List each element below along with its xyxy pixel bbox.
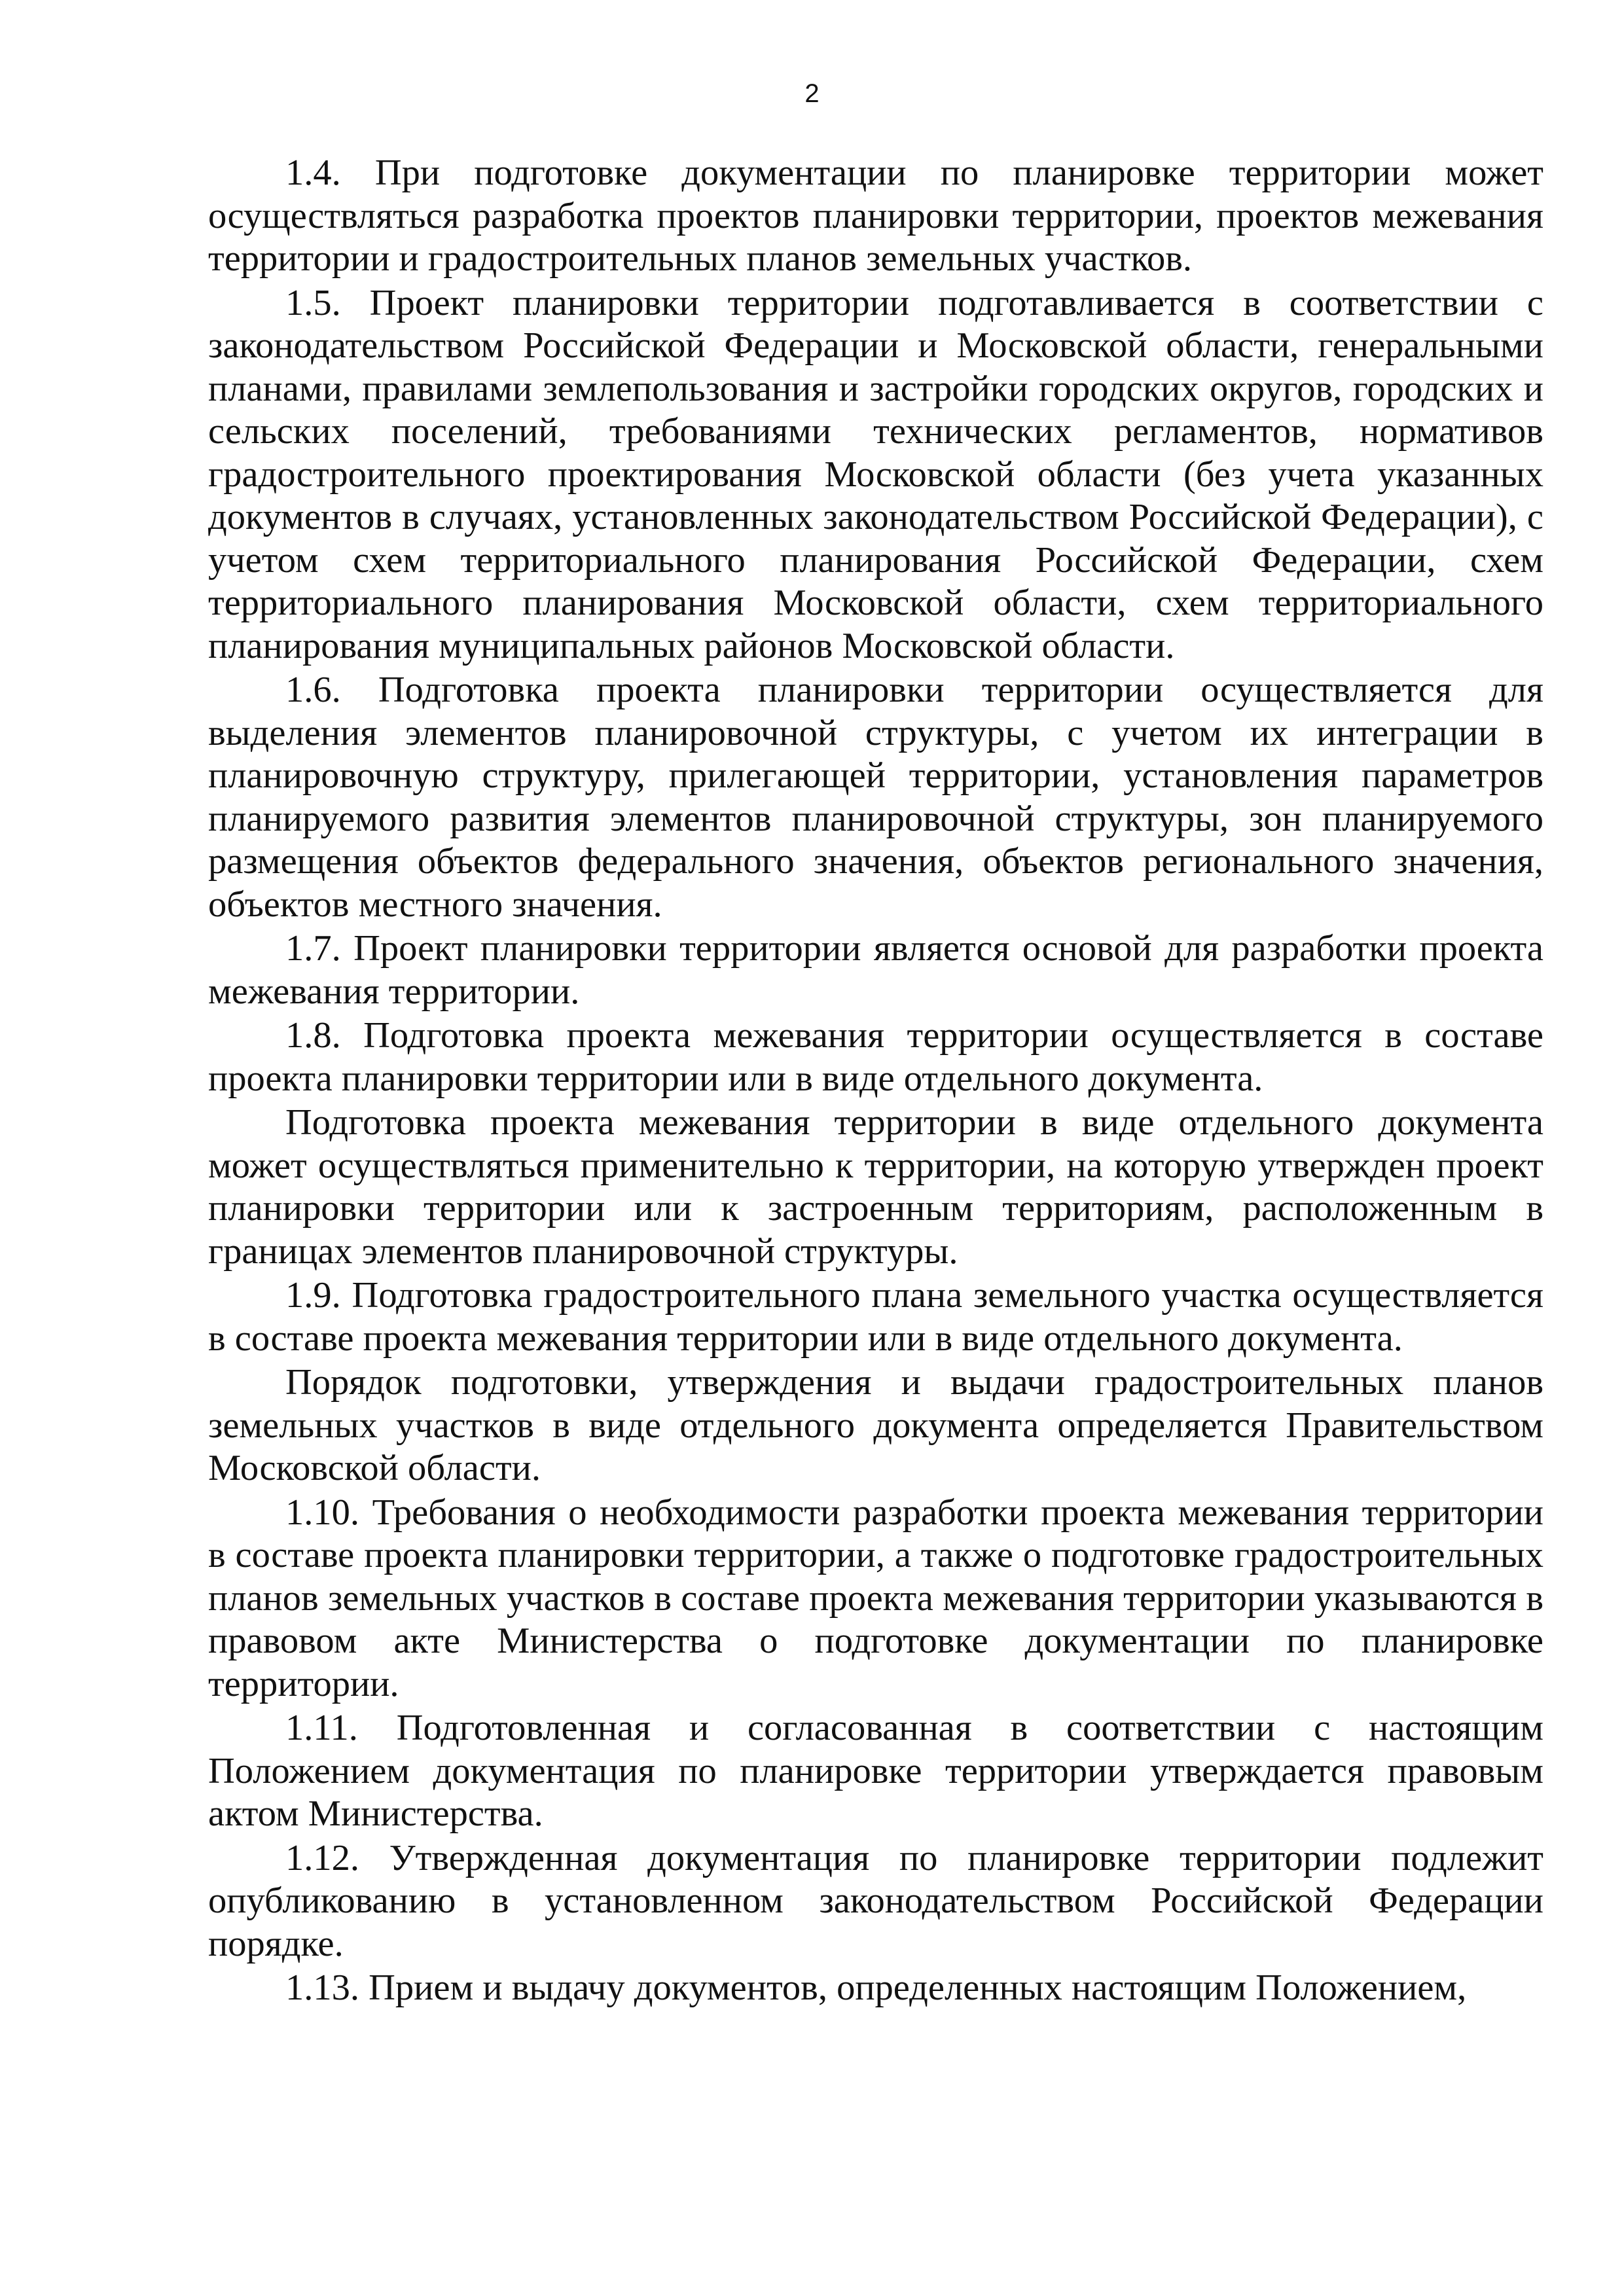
document-body (208, 152, 1543, 2011)
paragraph-1-6: 1.6. Подготовка проекта планировки территории осуществляется для выделения элементов планировочной структуры, с учетом их интеграции в планировочную структуру, прилегающей территории, установления параметров планируемого развития элементов планировочной структуры, зон планируемого размещения объектов федерального значения, объектов регионального значения, объектов местного значения. (208, 670, 1543, 925)
paragraph-1-12: 1.12. Утвержденная документация по планировке территории подлежит опубликованию в установленном законодательством Российской Федерации порядке. (208, 1837, 1543, 1964)
paragraph-1-5: 1.5. Проект планировки территории подготавливается в соответствии с законодательством Российской Федерации и Московской области, генеральными планами, правилами землепользования и застройки городских округов, городских и сельских поселений, требованиями технических регламентов, нормативов градостроительного проектирования Московской области (без учета указанных документов в случаях, установленных законодательством Российской Федерации), с учетом схем территориального планирования Российской Федерации, схем территориального планирования Московской области, схем территориального планирования муниципальных районов Московской области. (208, 282, 1543, 666)
paragraph-1-9: 1.9. Подготовка градостроительного плана земельного участка осуществляется в составе проекта межевания территории или в виде отдельного документа. (208, 1275, 1543, 1359)
paragraph-1-11: 1.11. Подготовленная и согласованная в соответствии с настоящим Положением документация по планировке территории утверждается правовым актом Министерства. (208, 1708, 1543, 1834)
paragraph-1-9-continued: Порядок подготовки, утверждения и выдачи градостроительных планов земельных участков в виде отдельного документа определяется Правительством Московской области. (208, 1362, 1543, 1488)
paragraph-1-13: 1.13. Прием и выдачу документов, определенных настоящим Положением, (285, 1967, 1467, 2008)
paragraph-1-10: 1.10. Требования о необходимости разработки проекта межевания территории в составе проекта планировки территории, а также о подготовке градостроительных планов земельных участков в составе проекта межевания территории указываются в правовом акте Министерства о подготовке документации по планировке территории. (208, 1492, 1543, 1704)
paragraph-1-8: 1.8. Подготовка проекта межевания территории осуществляется в составе проекта планировки территории или в виде отдельного документа. (208, 1015, 1543, 1099)
paragraph-1-7: 1.7. Проект планировки территории является основой для разработки проекта межевания территории. (208, 928, 1543, 1012)
page-number: 2 (804, 79, 820, 108)
paragraph-1-8-continued: Подготовка проекта межевания территории в виде отдельного документа может осуществляться применительно к территории, на которую утвержден проект планировки территории или к застроенным территориям, расположенным в границах элементов планировочной структуры. (208, 1102, 1543, 1272)
paragraph-1-4: 1.4. При подготовке документации по планировке территории может осуществляться разработка проектов планировки территории, проектов межевания территории и градостроительных планов земельных участков. (208, 152, 1543, 279)
